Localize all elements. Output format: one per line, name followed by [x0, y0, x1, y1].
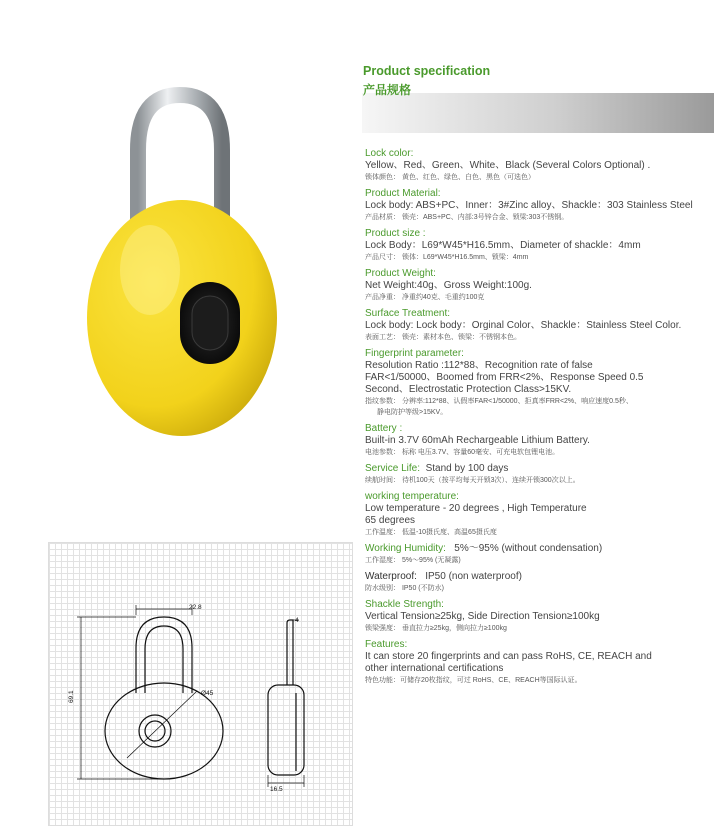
spec-value: Lock body: ABS+PC、Inner：3#Zinc alloy、Shackle：303 Stainless Steel [365, 200, 693, 211]
dim-shackle-diameter: 4 [295, 617, 299, 624]
drawing-lock-body [105, 683, 223, 779]
spec-value-cn: 特色功能：可储存20枚指纹，可过 RoHS、CE、REACH等国际认证。 [365, 677, 582, 684]
spec-fingerprint [365, 348, 713, 418]
spec-label: Waterproof: [365, 571, 417, 582]
spec-value-cn: 工作湿度： 5%～95% (无凝露) [365, 557, 461, 564]
spec-label: Battery : [365, 423, 403, 434]
spec-value-line: other international certifications [365, 663, 504, 674]
spec-value: Stand by 100 days [425, 463, 509, 474]
spec-features [365, 639, 713, 686]
page-title: Product specification [363, 64, 491, 78]
spec-value-line: 65 degrees [365, 515, 416, 526]
spec-label: Service Life: [365, 463, 421, 474]
dim-height: 69.1 [68, 690, 75, 703]
page-title-cn: 产品规格 [363, 83, 412, 97]
spec-label: Product Material: [365, 188, 441, 199]
spec-value-line: Resolution Ratio :112*88、Recognition rate of false [365, 360, 593, 371]
spec-value-cn: 防水级别： IP50 (不防水) [365, 585, 444, 592]
spec-size [365, 228, 713, 263]
spec-label: Shackle Strength: [365, 599, 444, 610]
spec-humidity [365, 543, 713, 566]
spec-lock-color [365, 148, 713, 183]
spec-battery [365, 423, 713, 458]
spec-value-cn: 锁梁强度： 垂直拉力≥25kg，侧向拉力≥100kg [365, 625, 507, 632]
spec-value-cn: 表面工艺： 锁壳：素材本色、锁梁：不锈钢本色。 [365, 334, 521, 341]
spec-value-line: FAR<1/50000、Boomed from FRR<2%、Response Speed 0.5 [365, 372, 644, 383]
spec-value-cn: 静电防护等级>15KV。 [377, 409, 448, 416]
spec-label: Lock color: [365, 148, 414, 159]
spec-label: Product size : [365, 228, 426, 239]
spec-service-life [365, 463, 713, 486]
spec-value-line: Second、Electrostatic Protection Class>15KV. [365, 384, 572, 395]
spec-weight [365, 268, 713, 303]
spec-value-line: It can store 20 fingerprints and can pass RoHS, CE, REACH and [365, 651, 652, 662]
spec-value-cn: 指纹参数： 分辨率:112*88、认假率FAR<1/50000、拒真率FRR<2%、响应速度0.5秒、 [365, 398, 633, 405]
technical-drawing [48, 542, 353, 826]
drawing-side-shackle [287, 620, 293, 685]
spec-label: Product Weight: [365, 268, 436, 279]
spec-value-cn: 产品材质： 锁壳：ABS+PC、内部:3号锌合金、锁梁:303不锈钢。 [365, 214, 569, 221]
spec-shackle-strength [365, 599, 713, 634]
spec-list [365, 148, 713, 691]
spec-label: Features: [365, 639, 408, 650]
spec-value: Yellow、Red、Green、White、Black (Several Colors Optional) . [365, 160, 651, 171]
padlock-product-photo [60, 60, 300, 480]
spec-value: 5%～95% (without condensation) [454, 543, 603, 554]
dim-diameter: Ø45 [201, 690, 214, 697]
spec-value-cn: 产品尺寸： 锁体：L69*W45*H16.5mm、锁梁：4mm [365, 254, 529, 261]
spec-label: Working Humidity: [365, 543, 446, 554]
spec-surface [365, 308, 713, 343]
spec-value-cn: 续航时间： 待机100天（按平均每天开锁3次）、连续开锁300次以上。 [365, 477, 580, 484]
dim-thickness: 16.5 [270, 786, 283, 793]
spec-waterproof [365, 571, 713, 594]
drawing-side-body [268, 685, 304, 775]
spec-value-cn: 锁体颜色： 黄色、红色、绿色、白色、黑色（可选色） [365, 174, 535, 181]
dim-shackle-width: 22.8 [189, 604, 202, 611]
dimension-drawing [49, 543, 354, 826]
spec-value-cn: 工作温度： 低温-10摄氏度、高温65摄氏度 [365, 529, 497, 536]
spec-value-cn: 电池参数： 标称 电压3.7V、容量60毫安、可充电软包锂电池。 [365, 449, 560, 456]
spec-material [365, 188, 713, 223]
spec-value-line: Low temperature - 20 degrees , High Temperature [365, 503, 587, 514]
spec-value: IP50 (non waterproof) [425, 571, 522, 582]
spec-value: Vertical Tension≥25kg, Side Direction Tension≥100kg [365, 611, 600, 622]
spec-value: Lock body: Lock body：Orginal Color、Shackle：Stainless Steel Color. [365, 320, 682, 331]
spec-value-cn: 产品净重： 净重约40克、毛重约100克 [365, 294, 485, 301]
spec-value: Net Weight:40g、Gross Weight:100g. [365, 280, 532, 291]
spec-value: Lock Body：L69*W45*H16.5mm、Diameter of shackle：4mm [365, 240, 641, 251]
spec-label: Fingerprint parameter: [365, 348, 464, 359]
spec-label: Surface Treatment: [365, 308, 451, 319]
spec-temperature [365, 491, 713, 538]
spec-value: Built-in 3.7V 60mAh Rechargeable Lithium Battery. [365, 435, 590, 446]
header-gradient-bar [362, 93, 714, 133]
spec-label: working temperature: [365, 491, 459, 502]
